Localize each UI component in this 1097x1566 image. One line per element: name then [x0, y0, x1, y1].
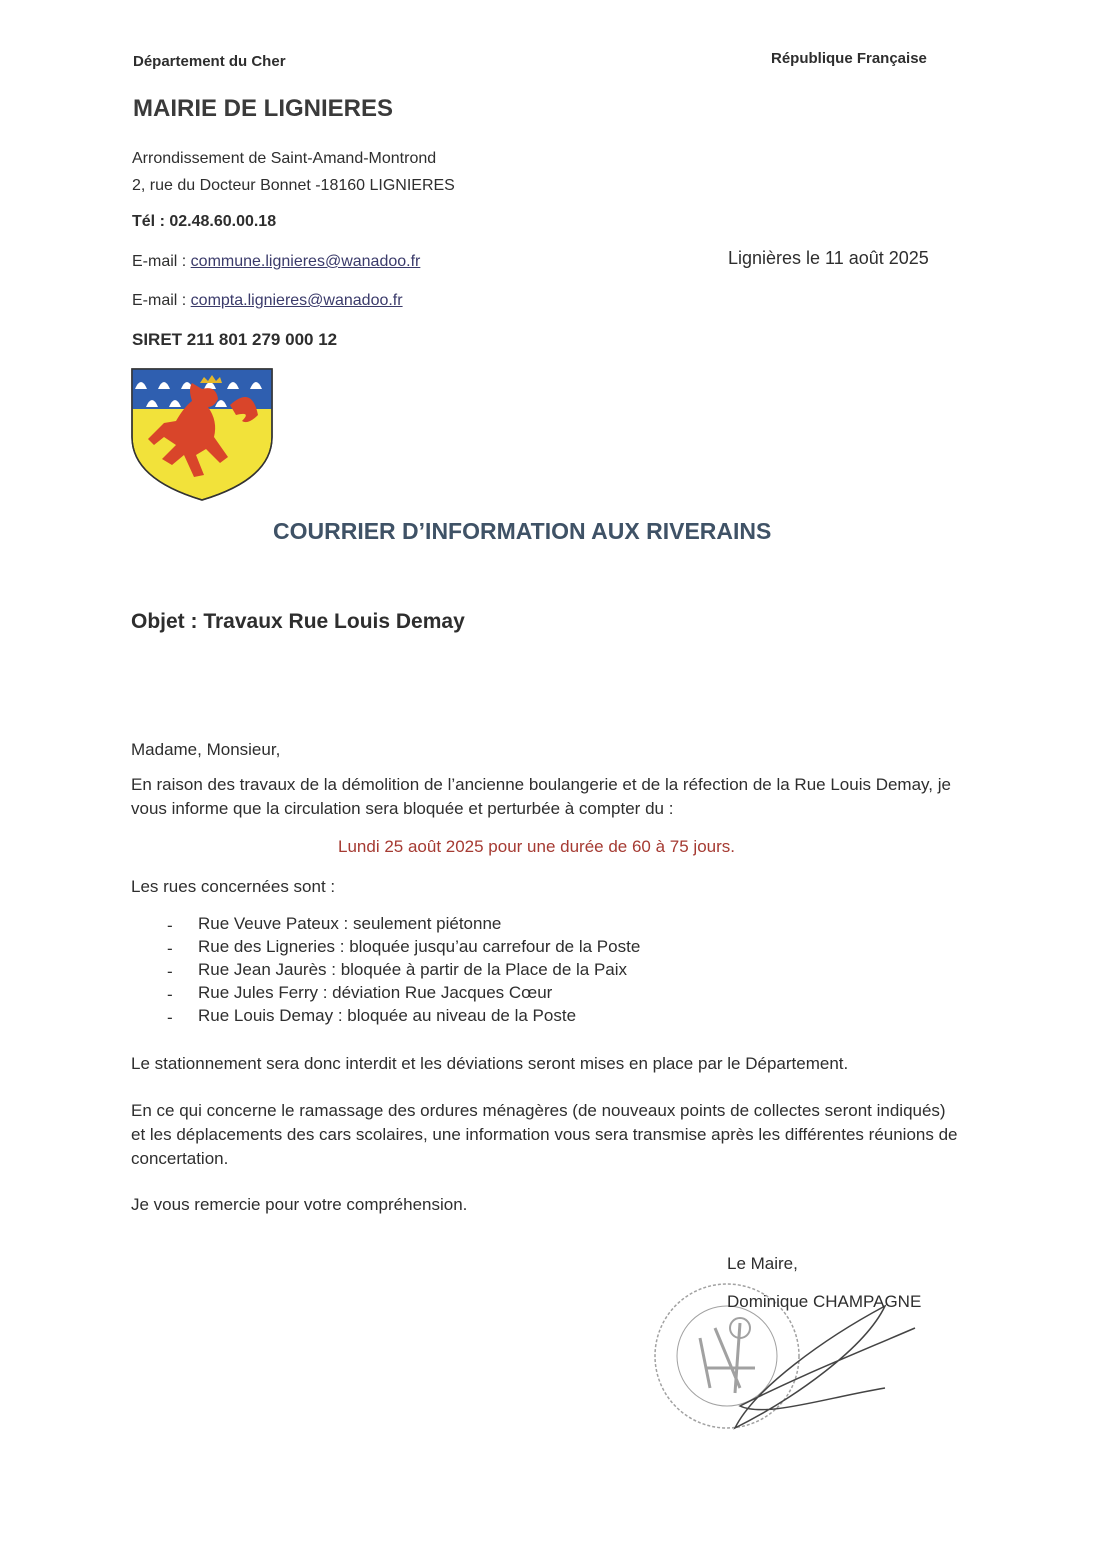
email-label: E-mail : — [132, 253, 191, 270]
mairie-name: MAIRIE DE LIGNIERES — [133, 95, 394, 122]
paragraph-intro: En raison des travaux de la démolition de l’ancienne boulangerie et de la réfection de la Rue Louis Demay, je vous informe que la circulation sera bloquée et perturbée à compter du : — [131, 775, 951, 818]
list-item: Rue Louis Demay : bloquée au niveau de la Poste — [198, 1006, 577, 1025]
email-link-commune[interactable]: commune.lignieres@wanadoo.fr — [190, 253, 421, 270]
streets-intro: Les rues concernées sont : — [131, 877, 336, 896]
list-item: Rue Jules Ferry : déviation Rue Jacques Cœur — [198, 983, 553, 1002]
letter-object: Objet : Travaux Rue Louis Demay — [131, 610, 465, 633]
siret: SIRET 211 801 279 000 12 — [132, 330, 338, 349]
paragraph-parking: Le stationnement sera donc interdit et les déviations seront mises en place par le Département. — [131, 1054, 849, 1073]
list-item: Rue des Ligneries : bloquée jusqu’au carrefour de la Poste — [198, 937, 641, 956]
bullet: - — [167, 1008, 173, 1027]
start-date-highlight: Lundi 25 août 2025 pour une durée de 60 à 75 jours. — [338, 837, 735, 856]
republic-label: République Française — [771, 50, 927, 67]
paragraph-waste: En ce qui concerne le ramassage des ordures ménagères (de nouveaux points de collectes seront indiqués) et les déplacements des cars scolaires, une information vous sera transmise après les différentes réunions de concertation. — [131, 1101, 958, 1168]
email-label: E-mail : — [132, 292, 191, 309]
department-label: Département du Cher — [133, 53, 286, 70]
letter-date: Lignières le 11 août 2025 — [728, 248, 929, 268]
signature-title: Le Maire, — [727, 1254, 798, 1273]
letter-title: COURRIER D’INFORMATION AUX RIVERAINS — [273, 518, 772, 544]
email-line-2 — [132, 292, 403, 310]
list-item: Rue Jean Jaurès : bloquée à partir de la Place de la Paix — [198, 960, 628, 979]
bullet: - — [167, 939, 173, 958]
signature-name: Dominique CHAMPAGNE — [727, 1292, 922, 1311]
coat-of-arms-logo — [130, 367, 275, 502]
list-item: Rue Veuve Pateux : seulement piétonne — [198, 914, 502, 933]
salutation: Madame, Monsieur, — [131, 740, 281, 759]
bullet: - — [167, 985, 173, 1004]
email-line-1 — [132, 253, 420, 271]
bullet: - — [167, 916, 173, 935]
address: 2, rue du Docteur Bonnet -18160 LIGNIERES — [132, 177, 455, 194]
arrondissement: Arrondissement de Saint-Amand-Montrond — [132, 150, 437, 167]
telephone: Tél : 02.48.60.00.18 — [132, 213, 277, 230]
bullet: - — [167, 962, 173, 981]
paragraph-thanks: Je vous remercie pour votre compréhension. — [131, 1195, 468, 1214]
email-link-compta[interactable]: compta.lignieres@wanadoo.fr — [190, 292, 403, 309]
